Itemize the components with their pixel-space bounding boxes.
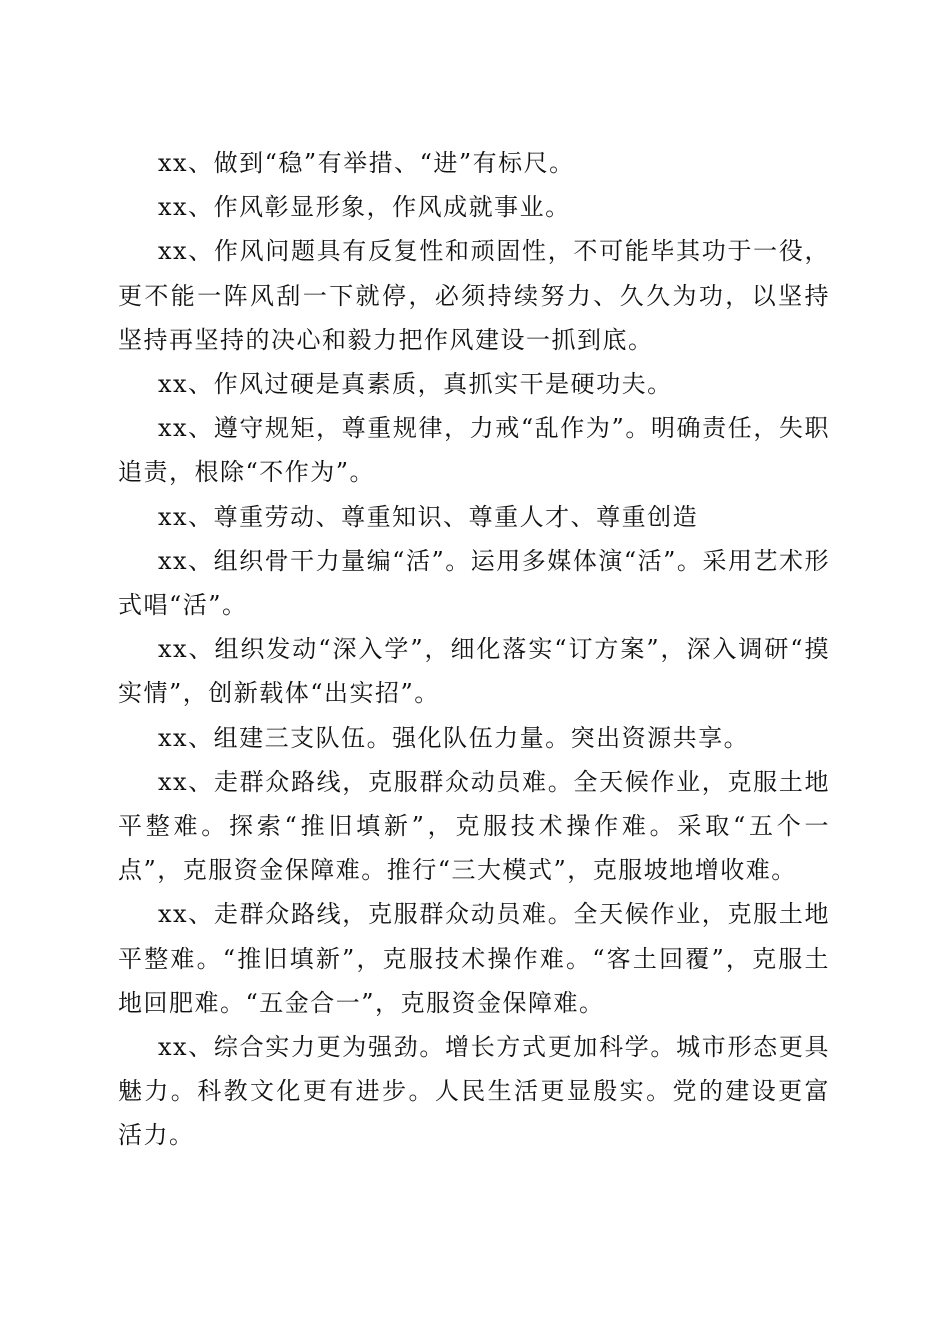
paragraph: xx、走群众路线，克服群众动员难。全天候作业，克服土地平整难。“推旧填新”，克服技术操作难。“客土回覆”，克服土地回肥难。“五金合一”，克服资金保障难。 — [118, 900, 830, 1017]
paragraph: xx、作风过硬是真素质，真抓实干是硬功夫。 — [158, 370, 673, 399]
paragraph: xx、综合实力更为强劲。增长方式更加科学。城市形态更具魅力。科教文化更有进步。人民生活更显殷实。党的建设更富活力。 — [118, 1033, 830, 1150]
paragraph: xx、作风彰显形象，作风成就事业。 — [158, 193, 571, 222]
paragraph: xx、走群众路线，克服群众动员难。全天候作业，克服土地平整难。探索“推旧填新”，克服技术操作难。采取“五个一点”，克服资金保障难。推行“三大模式”，克服坡地增收难。 — [118, 767, 830, 885]
paragraph: xx、组织骨干力量编“活”。运用多媒体演“活”。采用艺术形式唱“活”。 — [118, 546, 830, 620]
paragraph: xx、组织发动“深入学”，细化落实“订方案”，深入调研“摸实情”，创新载体“出实招”。 — [118, 635, 830, 708]
paragraph: xx、做到“稳”有举措、“进”有标尺。 — [158, 149, 575, 177]
document-body — [118, 141, 830, 1158]
paragraph: xx、组建三支队伍。强化队伍力量。突出资源共享。 — [158, 723, 750, 752]
paragraph: xx、遵守规矩，尊重规律，力戒“乱作为”。明确责任，失职追责，根除“不作为”。 — [118, 414, 830, 487]
paragraph: xx、作风问题具有反复性和顽固性，不可能毕其功于一役，更不能一阵风刮一下就停，必须持续努力、久久为功，以坚持坚持再坚持的决心和毅力把作风建设一抓到底。 — [118, 237, 830, 354]
paragraph: xx、尊重劳动、尊重知识、尊重人才、尊重创造 — [158, 502, 699, 531]
